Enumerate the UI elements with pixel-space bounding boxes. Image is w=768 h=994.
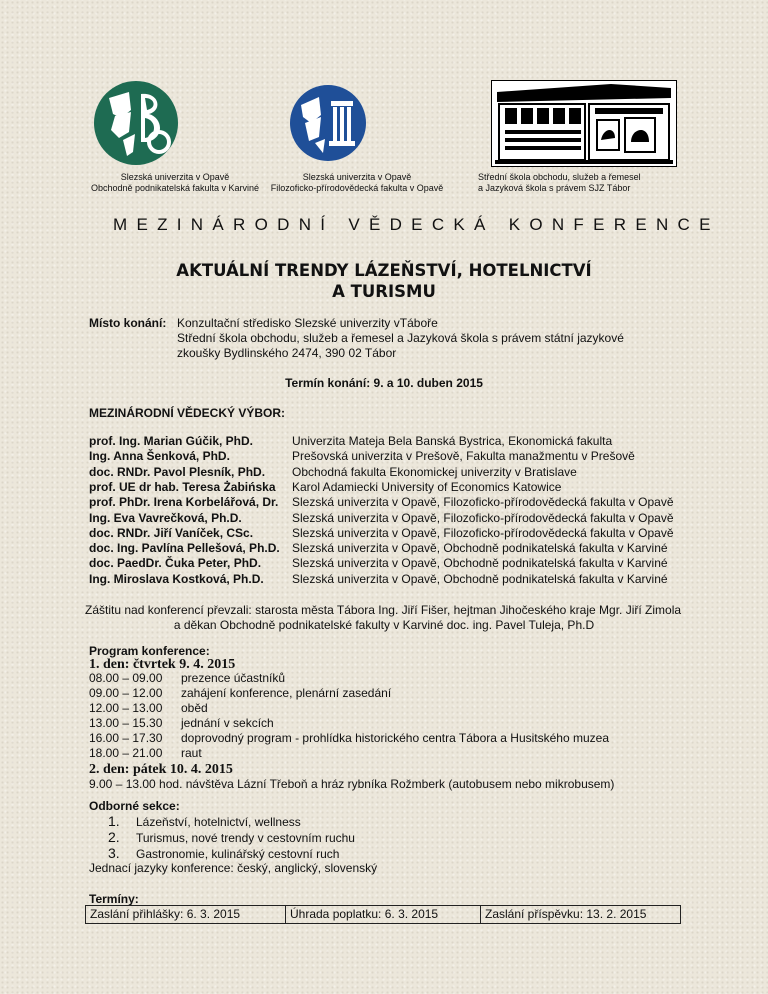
committee-member-institution: Obchodná fakulta Ekonomickej univerzity v Bratislave	[292, 464, 577, 479]
program-item-text: oběd	[181, 701, 208, 715]
committee-member-row	[0, 480, 768, 495]
logo-filozoficko-prirodovedecka	[289, 83, 367, 163]
logo-school-building	[491, 80, 677, 167]
program-heading: Program konference:	[89, 644, 210, 658]
terms-cell-paper: Zaslání příspěvku: 13. 2. 2015	[485, 907, 647, 921]
committee-member-row	[0, 556, 768, 571]
committee-member-name: prof. Ing. Marian Gúčik, PhD.	[89, 434, 254, 448]
committee-member-row	[0, 449, 768, 464]
university-seal-icon	[289, 83, 367, 163]
languages-text: Jednací jazyky konference: český, anglický, slovenský	[89, 861, 378, 875]
patronage-line-1: Záštitu nad konferencí převzali: starosta města Tábora Ing. Jiří Fišer, hejtman Jihočeského kraje Mgr. Jiří Zimola	[85, 603, 682, 617]
program-item	[89, 716, 274, 731]
university-seal-icon	[93, 80, 179, 166]
committee-member-name: prof. PhDr. Irena Korbelářová, Dr.	[89, 495, 279, 510]
committee-member-row	[0, 511, 768, 526]
program-day-2-text: 9.00 – 13.00 hod. návštěva Lázní Třeboň a hráz rybníka Rožmberk (autobusem nebo mikrobusem)	[89, 777, 615, 791]
patronage-line-2: a děkan Obchodně podnikatelské fakulty v Karviné doc. ing. Pavel Tuleja, Ph.D	[173, 618, 595, 632]
committee-member-row	[0, 572, 768, 587]
program-item-text: prezence účastníků	[181, 671, 286, 685]
committee-member-name: Ing. Eva Vavrečková, Ph.D.	[89, 510, 242, 525]
program-day-1: 1. den: čtvrtek 9. 4. 2015	[89, 657, 236, 672]
committee-member-row	[0, 465, 768, 480]
conference-title-line1: AKTUÁLNÍ TRENDY LÁZEŇSTVÍ, HOTELNICTVÍ	[176, 261, 592, 280]
program-item-time: 16.00 – 17.30	[89, 731, 163, 745]
committee-member-name: Ing. Miroslava Kostková, Ph.D.	[89, 571, 264, 586]
section-item	[108, 846, 339, 862]
logo-caption-opf: Slezská univerzita v Opavě Obchodně podnikatelská fakulta v Karviné	[90, 172, 260, 193]
program-item-text: doprovodný program - prohlídka historického centra Tábora a Husitského muzea	[181, 731, 610, 745]
committee-member-institution: Karol Adamiecki University of Economics Katowice	[292, 479, 562, 494]
terms-table	[85, 905, 681, 924]
committee-member-name: doc. PaedDr. Čuka Peter, PhD.	[89, 556, 262, 571]
program-item-time: 09.00 – 12.00	[89, 686, 163, 700]
school-building-icon	[491, 80, 677, 167]
program-day-2: 2. den: pátek 10. 4. 2015	[89, 762, 233, 777]
terms-heading: Termíny:	[89, 892, 139, 906]
section-item-text: Turismus, nové trendy v cestovním ruchu	[136, 831, 355, 845]
logo-caption-fpf: Slezská univerzita v Opavě Filozoficko-přírodovědecká fakulta v Opavě	[270, 172, 444, 193]
committee-member-row	[0, 495, 768, 510]
committee-member-institution: Slezská univerzita v Opavě, Filozoficko-přírodovědecká fakulta v Opavě	[292, 495, 674, 510]
committee-member-institution: Univerzita Mateja Bela Banská Bystrica, Ekonomická fakulta	[292, 434, 613, 448]
section-item-number: 1.	[108, 813, 120, 829]
program-item	[89, 686, 391, 701]
sections-heading: Odborné sekce:	[89, 799, 180, 813]
program-item	[89, 746, 202, 761]
program-item	[89, 731, 609, 746]
committee-member-name: doc. RNDr. Jiří Vaníček, CSc.	[89, 525, 254, 540]
section-item	[108, 814, 301, 830]
logo-obchodne-podnikatelska	[93, 80, 179, 166]
section-item-number: 3.	[108, 845, 120, 861]
committee-member-row	[0, 526, 768, 541]
program-item-time: 12.00 – 13.00	[89, 701, 163, 715]
section-item	[108, 830, 355, 846]
committee-member-institution: Slezská univerzita v Opavě, Obchodně podnikatelská fakulta v Karviné	[292, 541, 668, 556]
committee-heading: MEZINÁRODNÍ VĚDECKÝ VÝBOR:	[89, 406, 286, 420]
conference-date: Termín konání: 9. a 10. duben 2015	[285, 376, 483, 390]
program-item-time: 13.00 – 15.30	[89, 716, 163, 730]
conference-label: MEZINÁRODNÍ VĚDECKÁ KONFERENCE	[113, 215, 720, 234]
committee-member-row	[0, 541, 768, 556]
section-item-text: Gastronomie, kulinářský cestovní ruch	[136, 847, 340, 861]
committee-member-name: Ing. Anna Šenková, PhD.	[89, 449, 230, 464]
committee-member-institution: Slezská univerzita v Opavě, Obchodně podnikatelská fakulta v Karviné	[292, 571, 668, 586]
committee-member-institution: Prešovská univerzita v Prešově, Fakulta manažmentu v Prešově	[292, 449, 635, 464]
venue-label: Místo konání:	[89, 316, 167, 330]
section-item-number: 2.	[108, 829, 120, 845]
terms-cell-registration: Zaslání přihlášky: 6. 3. 2015	[86, 906, 286, 923]
logo-caption-school: Střední škola obchodu, služeb a řemesel a Jazyková škola s právem SJZ Tábor	[478, 172, 641, 193]
program-item-time: 18.00 – 21.00	[89, 746, 163, 760]
program-item	[89, 701, 208, 716]
committee-member-institution: Slezská univerzita v Opavě, Filozoficko-přírodovědecká fakulta v Opavě	[292, 525, 674, 540]
program-item-text: zahájení konference, plenární zasedání	[181, 686, 392, 700]
venue-line-3: zkoušky Bydlinského 2474, 390 02 Tábor	[177, 346, 397, 360]
program-item	[89, 671, 285, 686]
committee-member-name: doc. RNDr. Pavol Plesník, PhD.	[89, 464, 266, 479]
committee-member-row	[0, 434, 768, 449]
committee-member-name: doc. Ing. Pavlína Pellešová, Ph.D.	[89, 541, 280, 556]
program-item-time: 08.00 – 09.00	[89, 671, 163, 685]
venue-line-1: Konzultační středisko Slezské univerzity vTáboře	[177, 316, 438, 330]
program-item-text: jednání v sekcích	[181, 716, 274, 730]
section-item-text: Lázeňství, hotelnictví, wellness	[136, 815, 301, 829]
committee-member-name: prof. UE dr hab. Teresa Żabińska	[89, 479, 276, 494]
conference-title-line2: A TURISMU	[332, 282, 436, 301]
terms-cell-payment: Úhrada poplatku: 6. 3. 2015	[286, 906, 481, 923]
venue-line-2: Střední škola obchodu, služeb a řemesel a Jazyková škola s právem státní jazykové	[177, 331, 624, 345]
committee-member-institution: Slezská univerzita v Opavě, Filozoficko-přírodovědecká fakulta v Opavě	[292, 510, 674, 525]
program-item-text: raut	[181, 746, 202, 760]
committee-member-institution: Slezská univerzita v Opavě, Obchodně podnikatelská fakulta v Karviné	[292, 556, 668, 571]
